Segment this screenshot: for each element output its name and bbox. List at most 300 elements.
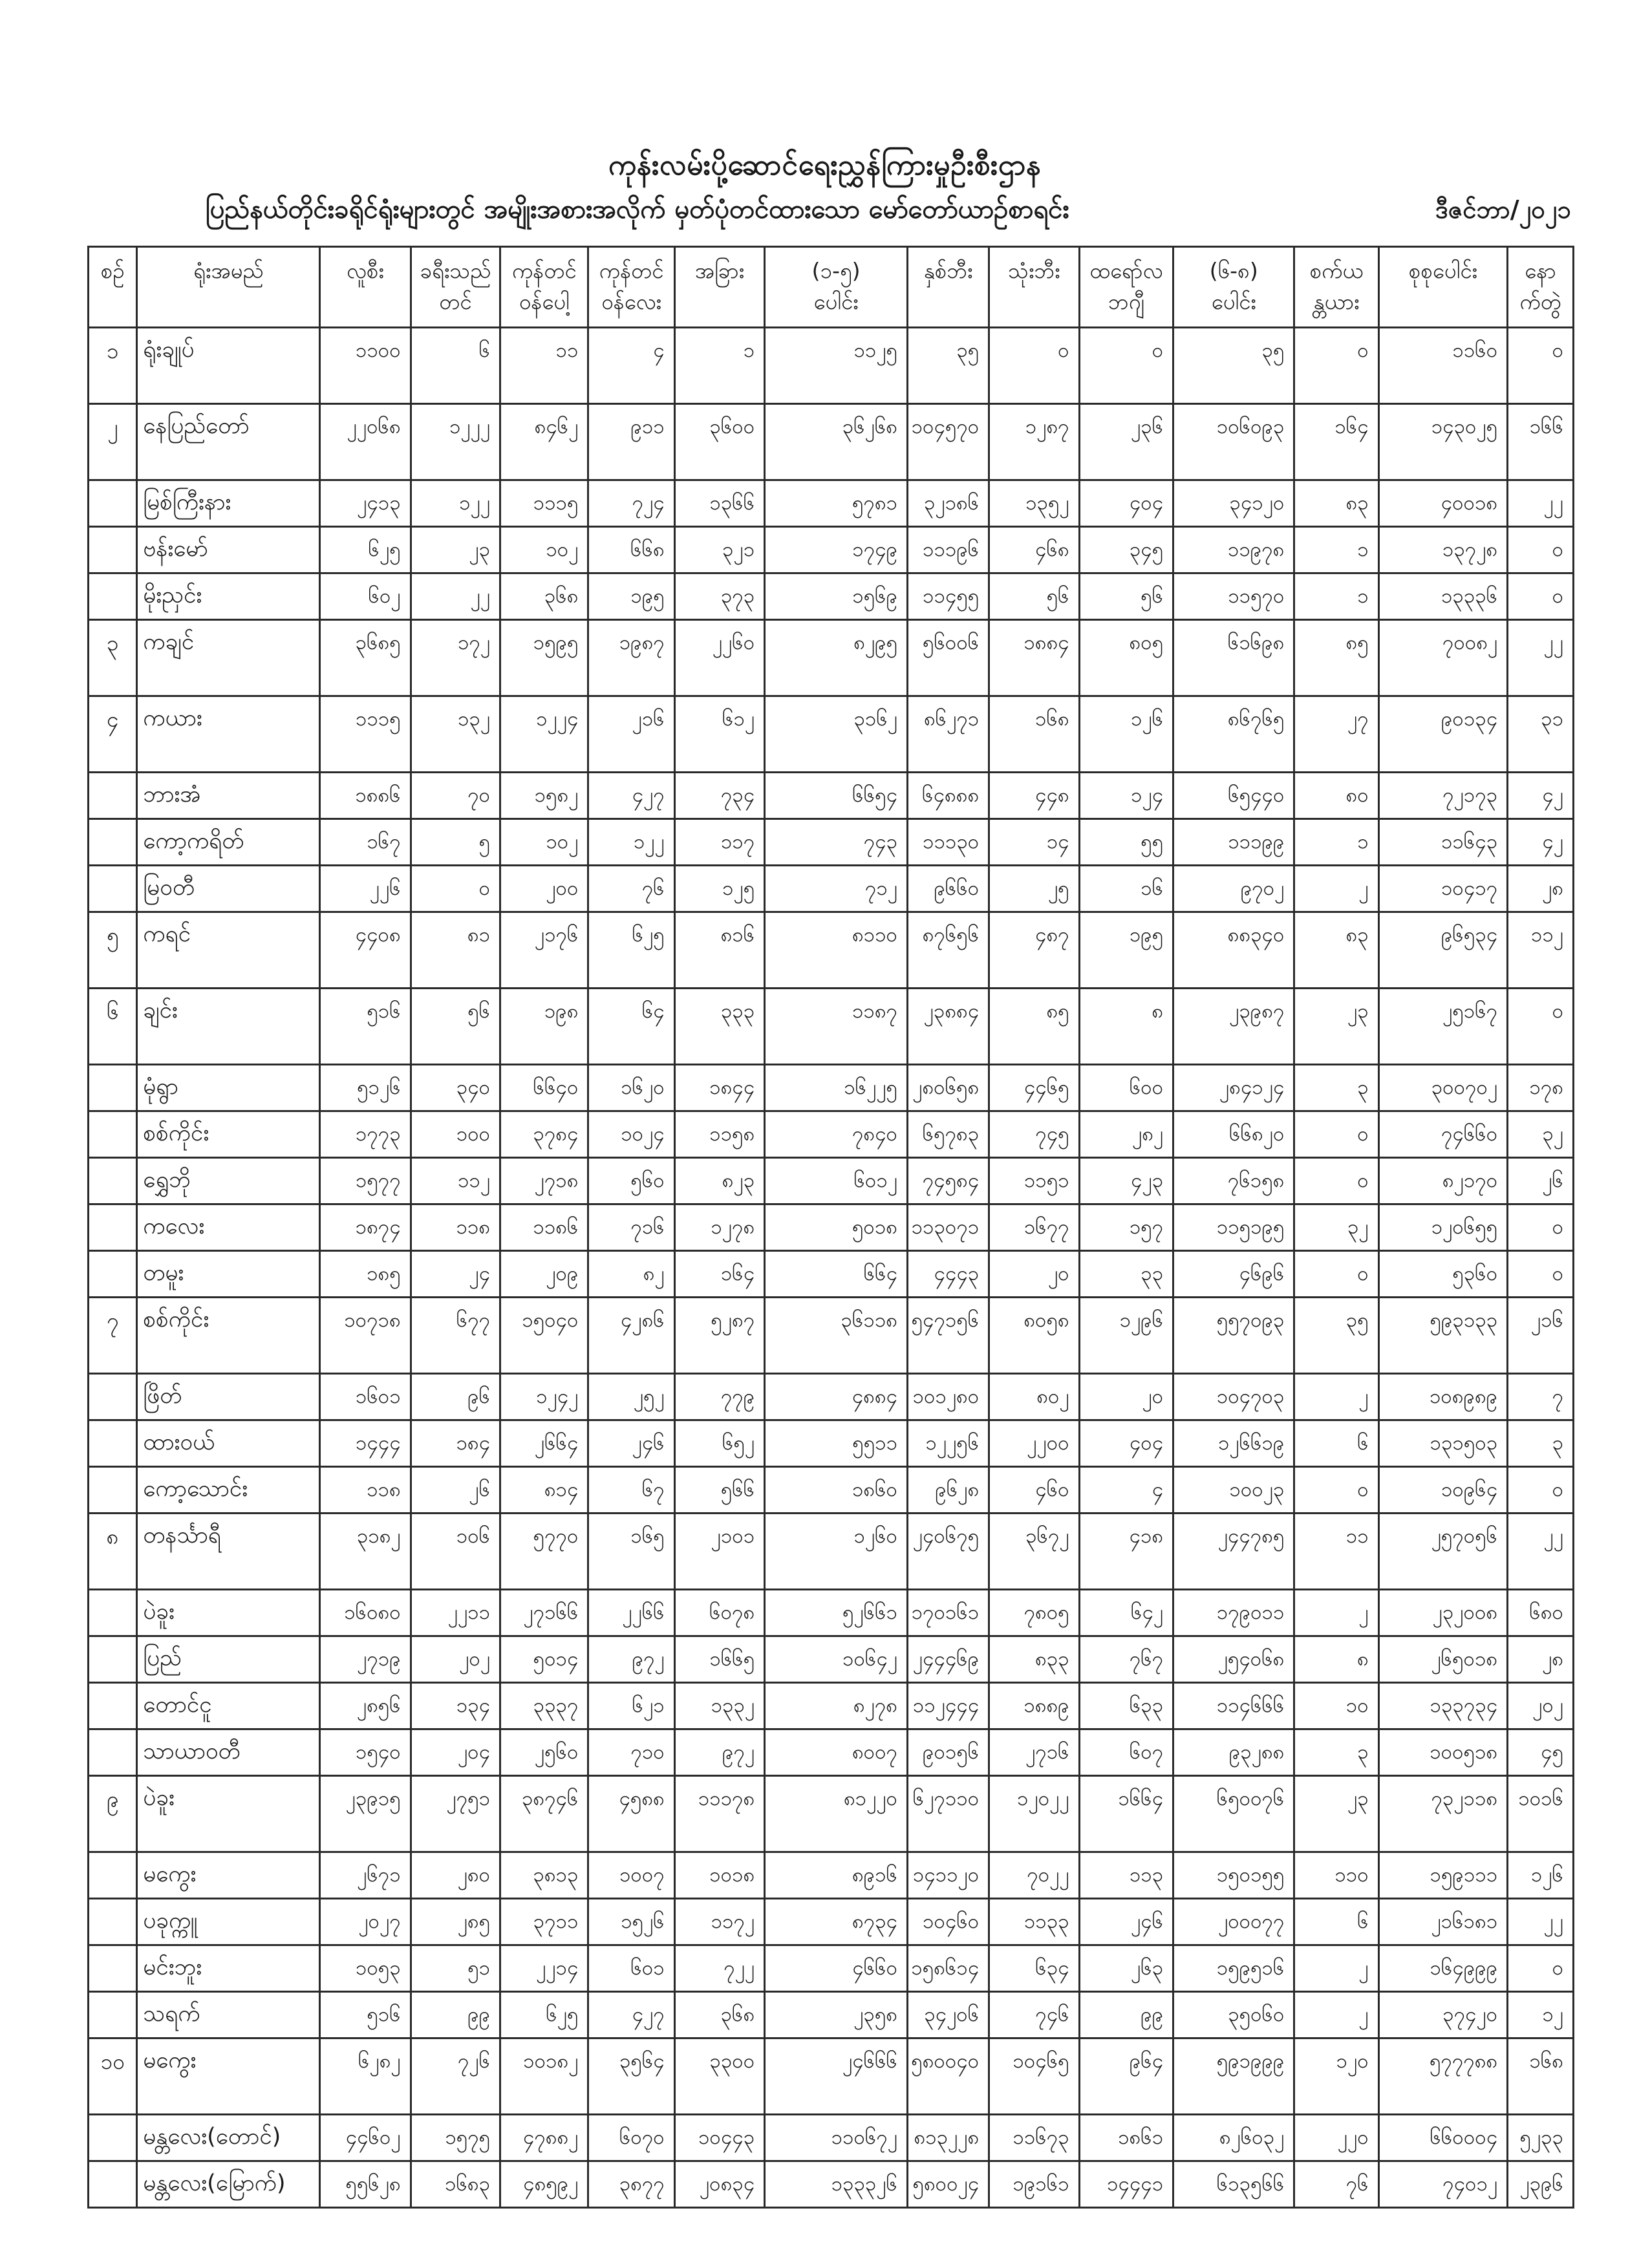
row-value-cell: ၁၅၄၀ <box>320 1729 411 1776</box>
row-value-cell: ၉၉ <box>1079 1992 1173 2038</box>
row-value-cell: ၂ <box>1294 1374 1378 1420</box>
row-value-cell: ၁၁၁၃၀ <box>908 819 989 866</box>
row-serial <box>89 573 137 620</box>
row-value-cell: ၇၇၉ <box>674 1374 764 1420</box>
row-value-cell: ၁၈၄ <box>411 1420 500 1467</box>
row-value-cell: ၃၈၁၃ <box>500 1852 588 1899</box>
row-value-cell: ၆၀၂ <box>320 573 411 620</box>
row-value-cell: ၈၁၃၂၂၈ <box>908 2115 989 2161</box>
col-header-passenger-car: လူစီး <box>320 247 411 328</box>
row-value-cell: ၁၁၈၇ <box>765 989 908 1065</box>
row-value-cell: ၅၆၆ <box>674 1467 764 1514</box>
row-value-cell: ၂၅၂ <box>588 1374 674 1420</box>
row-value-cell: ၉၇၀၂ <box>1173 866 1294 912</box>
row-value-cell: ၉၀၁၅၆ <box>908 1729 989 1776</box>
row-value-cell: ၂၆ <box>411 1467 500 1514</box>
vehicle-registration-table <box>87 246 1574 2209</box>
row-value-cell: ၁၁၁၅ <box>500 480 588 527</box>
row-value-cell: ၂၈၅ <box>411 1899 500 1945</box>
row-value-cell: ၂၈ <box>1508 1636 1574 1683</box>
row-value-cell: ၁၀၄၁၇ <box>1378 866 1507 912</box>
row-value-cell: ၁၆၇၇ <box>989 1204 1079 1251</box>
row-serial <box>89 1683 137 1729</box>
row-value-cell: ၁၁ <box>1294 1514 1378 1590</box>
row-value-cell: ၁၈၅ <box>320 1251 411 1298</box>
row-value-cell: ၁၀၆၄၂ <box>765 1636 908 1683</box>
row-value-cell: ၅ <box>411 819 500 866</box>
row-value-cell: ၀ <box>1508 1251 1574 1298</box>
row-value-cell: ၃၃ <box>1079 1251 1173 1298</box>
row-value-cell: ၁၃၃၃၆ <box>1378 573 1507 620</box>
row-value-cell: ၂၅၇၀၅၆ <box>1378 1514 1507 1590</box>
row-value-cell: ၈၀၀၇ <box>765 1729 908 1776</box>
table-row <box>89 1467 1574 1514</box>
row-value-cell: ၁၀၂ <box>500 527 588 573</box>
table-row <box>89 1636 1574 1683</box>
row-value-cell: ၃၁၈၂ <box>320 1514 411 1590</box>
row-value-cell: ၉၀၁၃၄ <box>1378 696 1507 773</box>
table-row <box>89 620 1574 696</box>
row-value-cell: ၁၄၄၄၁ <box>1079 2161 1173 2208</box>
row-value-cell: ၁၂၂၅၆ <box>908 1420 989 1467</box>
row-value-cell: ၉၆၆၀ <box>908 866 989 912</box>
row-value-cell: ၁၀၁၈ <box>674 1852 764 1899</box>
row-value-cell: ၀ <box>1508 1467 1574 1514</box>
row-serial <box>89 1467 137 1514</box>
row-value-cell: ၁၁၄၅၅ <box>908 573 989 620</box>
row-value-cell: ၈၀၅ <box>1079 620 1173 696</box>
col-header-subtotal-1-5: (၁-၅) ပေါင်း <box>765 247 908 328</box>
row-value-cell: ၁၂၄ <box>1079 773 1173 819</box>
row-value-cell: ၂၃၆ <box>1079 404 1173 480</box>
row-office-name: မင်းဘူး <box>137 1945 320 1992</box>
row-value-cell: ၃၆၀၀ <box>674 404 764 480</box>
row-value-cell: ၁၁၂၅ <box>765 328 908 404</box>
row-value-cell: ၁၉၈ <box>500 989 588 1065</box>
row-value-cell: ၇၈၄၀ <box>765 1111 908 1158</box>
row-office-name: မြဝတီ <box>137 866 320 912</box>
table-row <box>89 773 1574 819</box>
row-value-cell: ၁၂၆ <box>1079 696 1173 773</box>
row-value-cell: ၈ <box>1079 989 1173 1065</box>
row-value-cell: ၁၂၂၂ <box>411 404 500 480</box>
row-value-cell: ၁၈၈၆ <box>320 773 411 819</box>
row-value-cell: ၀ <box>1508 1204 1574 1251</box>
row-value-cell: ၂ <box>1294 1945 1378 1992</box>
row-value-cell: ၁၅၉၅၁၆ <box>1173 1945 1294 1992</box>
row-value-cell: ၁၄၁၁၂၀ <box>908 1852 989 1899</box>
row-value-cell: ၆၂၅ <box>320 527 411 573</box>
row-value-cell: ၆ <box>411 328 500 404</box>
row-value-cell: ၂၅၄၀၆၈ <box>1173 1636 1294 1683</box>
row-value-cell: ၄၀၀၁၈ <box>1378 480 1507 527</box>
row-value-cell: ၁၀၄၄၃ <box>674 2115 764 2161</box>
table-row <box>89 328 1574 404</box>
row-value-cell: ၁၀၈၉၈၉ <box>1378 1374 1507 1420</box>
col-header-serial: စဉ် <box>89 247 137 328</box>
row-value-cell: ၂၄ <box>411 1251 500 1298</box>
row-value-cell: ၉၆၄ <box>1079 2038 1173 2115</box>
row-value-cell: ၀ <box>989 328 1079 404</box>
row-value-cell: ၈၂၇၈ <box>765 1683 908 1729</box>
table-row <box>89 1374 1574 1420</box>
row-office-name: မြစ်ကြီးနား <box>137 480 320 527</box>
row-value-cell: ၃၂ <box>1294 1204 1378 1251</box>
row-value-cell: ၂၀၈၃၄ <box>674 2161 764 2208</box>
row-office-name: ထားဝယ် <box>137 1420 320 1467</box>
row-value-cell: ၂၄၄၄၆၉ <box>908 1636 989 1683</box>
row-value-cell: ၆၀၁ <box>588 1945 674 1992</box>
row-value-cell: ၁၆၄ <box>1294 404 1378 480</box>
row-value-cell: ၁၀၀၇ <box>588 1852 674 1899</box>
row-value-cell: ၁၀၄၆၀ <box>908 1899 989 1945</box>
row-value-cell: ၂၄၆ <box>588 1420 674 1467</box>
row-value-cell: ၁၆၈ <box>1508 2038 1574 2115</box>
row-serial: ၃ <box>89 620 137 696</box>
row-value-cell: ၇၆ <box>1294 2161 1378 2208</box>
row-value-cell: ၅၆ <box>1079 573 1173 620</box>
row-value-cell: ၃၆၈ <box>500 573 588 620</box>
row-value-cell: ၆၀၇ <box>1079 1729 1173 1776</box>
row-value-cell: ၁၁၁၇၈ <box>674 1776 764 1852</box>
row-value-cell: ၆၃၃ <box>1079 1683 1173 1729</box>
row-office-name: ပဲခူး <box>137 1590 320 1636</box>
row-serial <box>89 1111 137 1158</box>
row-serial: ၇ <box>89 1298 137 1374</box>
row-value-cell: ၁၁၀၀ <box>320 328 411 404</box>
row-value-cell: ၁၁၅၁၉၅ <box>1173 1204 1294 1251</box>
row-serial: ၁ <box>89 328 137 404</box>
row-value-cell: ၁၂၂ <box>588 819 674 866</box>
col-header-three-wheel: သုံးဘီး <box>989 247 1079 328</box>
row-value-cell: ၁၄၄၄ <box>320 1420 411 1467</box>
row-value-cell: ၁၆၆၄ <box>1079 1776 1173 1852</box>
row-value-cell: ၁ <box>1294 527 1378 573</box>
row-value-cell: ၂၇၁၉ <box>320 1636 411 1683</box>
row-value-cell: ၆၆၀၀၀၄ <box>1378 2115 1507 2161</box>
row-office-name: ကော့ကရိတ် <box>137 819 320 866</box>
row-value-cell: ၆၇ <box>588 1467 674 1514</box>
row-value-cell: ၁၁၅၈ <box>674 1111 764 1158</box>
row-value-cell: ၉၇၂ <box>588 1636 674 1683</box>
row-office-name: ဖြိတ် <box>137 1374 320 1420</box>
row-value-cell: ၈၂ <box>588 1251 674 1298</box>
row-office-name: မုံရွာ <box>137 1065 320 1111</box>
row-value-cell: ၈၁၁၀ <box>765 912 908 989</box>
row-value-cell: ၂၁၆ <box>1508 1298 1574 1374</box>
row-value-cell: ၇၄၀၁၂ <box>1378 2161 1507 2208</box>
row-value-cell: ၇ <box>1508 1374 1574 1420</box>
row-serial: ၂ <box>89 404 137 480</box>
table-row <box>89 1514 1574 1590</box>
table-row <box>89 527 1574 573</box>
row-value-cell: ၂၀၉ <box>500 1251 588 1298</box>
row-value-cell: ၄၈၇ <box>989 912 1079 989</box>
row-value-cell: ၁၈၆၁ <box>1079 2115 1173 2161</box>
row-value-cell: ၆ <box>1294 1420 1378 1467</box>
row-value-cell: ၈၂၉၅ <box>765 620 908 696</box>
col-header-two-wheel: နှစ်ဘီး <box>908 247 989 328</box>
row-value-cell: ၃၆၈၅ <box>320 620 411 696</box>
row-value-cell: ၆၁၆၉၈ <box>1173 620 1294 696</box>
row-serial <box>89 1852 137 1899</box>
row-value-cell: ၁၅၈၆၁၄ <box>908 1945 989 1992</box>
row-office-name: တနင်္သာရီ <box>137 1514 320 1590</box>
row-value-cell: ၃၈၇၇ <box>588 2161 674 2208</box>
row-value-cell: ၁၁၅၇၀ <box>1173 573 1294 620</box>
row-value-cell: ၁၂၂ <box>411 480 500 527</box>
row-value-cell: ၁၁၀ <box>1294 1852 1378 1899</box>
row-value-cell: ၃၄၂၀၆ <box>908 1992 989 2038</box>
row-value-cell: ၇၂၄ <box>588 480 674 527</box>
row-value-cell: ၀ <box>1079 328 1173 404</box>
row-value-cell: ၅၀၁၈ <box>765 1204 908 1251</box>
row-value-cell: ၈၁ <box>411 912 500 989</box>
row-value-cell: ၁၂၇၈ <box>674 1204 764 1251</box>
row-value-cell: ၂၀၂၇ <box>320 1899 411 1945</box>
row-value-cell: ၂၁၀၁ <box>674 1514 764 1590</box>
row-value-cell: ၁၄ <box>989 819 1079 866</box>
row-value-cell: ၁၃၄ <box>411 1683 500 1729</box>
row-value-cell: ၇၁၂ <box>765 866 908 912</box>
row-value-cell: ၂၃၈၈၄ <box>908 989 989 1065</box>
row-value-cell: ၇၆၁၅၈ <box>1173 1158 1294 1204</box>
row-value-cell: ၂၄၆ <box>1079 1899 1173 1945</box>
col-header-other: အခြား <box>674 247 764 328</box>
row-value-cell: ၁၁၅၁ <box>989 1158 1079 1204</box>
row-value-cell: ၁၀၁၂၈၀ <box>908 1374 989 1420</box>
row-value-cell: ၈၁၆ <box>674 912 764 989</box>
row-value-cell: ၁၂၈၇ <box>989 404 1079 480</box>
row-value-cell: ၀ <box>1294 328 1378 404</box>
row-value-cell: ၂၃ <box>1294 1776 1378 1852</box>
row-value-cell: ၅၂၈၇ <box>674 1298 764 1374</box>
row-value-cell: ၁၅၆၉ <box>765 573 908 620</box>
row-value-cell: ၈၅ <box>989 989 1079 1065</box>
row-value-cell: ၀ <box>1294 1111 1378 1158</box>
table-row <box>89 989 1574 1065</box>
row-serial: ၁၀ <box>89 2038 137 2115</box>
row-value-cell: ၁၂၅ <box>674 866 764 912</box>
row-value-cell: ၆၆၈ <box>588 527 674 573</box>
row-value-cell: ၈၇၃၄ <box>765 1899 908 1945</box>
row-value-cell: ၂၂၆ <box>320 866 411 912</box>
table-row <box>89 866 1574 912</box>
row-value-cell: ၃၇၄၂၀ <box>1378 1992 1507 2038</box>
row-value-cell: ၁၆၈၃ <box>411 2161 500 2208</box>
row-value-cell: ၇၄၆၆၀ <box>1378 1111 1507 1158</box>
row-value-cell: ၃၄၀ <box>411 1065 500 1111</box>
row-value-cell: ၂ <box>1294 866 1378 912</box>
row-value-cell: ၂၆၇၁ <box>320 1852 411 1899</box>
row-value-cell: ၂၂၀ <box>1294 2115 1378 2161</box>
row-serial <box>89 1420 137 1467</box>
row-value-cell: ၂၆၃ <box>1079 1945 1173 1992</box>
row-value-cell: ၈၃ <box>1294 480 1378 527</box>
row-value-cell: ၁၁၉၇၈ <box>1173 527 1294 573</box>
row-office-name: စစ်ကိုင်း <box>137 1298 320 1374</box>
row-value-cell: ၁၅၇၇ <box>320 1158 411 1204</box>
row-office-name: ရုံးချုပ် <box>137 328 320 404</box>
row-office-name: ရွှေဘို <box>137 1158 320 1204</box>
row-value-cell: ၃ <box>1294 1729 1378 1776</box>
row-value-cell: ၁၁၁၅ <box>320 696 411 773</box>
row-value-cell: ၄ <box>588 328 674 404</box>
row-value-cell: ၃၆၁၁၈ <box>765 1298 908 1374</box>
row-value-cell: ၂၃၉၆ <box>1508 2161 1574 2208</box>
row-value-cell: ၁၀၆ <box>411 1514 500 1590</box>
row-value-cell: ၄၆၆၀ <box>765 1945 908 1992</box>
row-value-cell: ၁၆၇ <box>320 819 411 866</box>
row-office-name: ကယား <box>137 696 320 773</box>
row-value-cell: ၄၄၄၃ <box>908 1251 989 1298</box>
table-row <box>89 573 1574 620</box>
table-row <box>89 1590 1574 1636</box>
row-value-cell: ၅၉၁၉၉၉ <box>1173 2038 1294 2115</box>
row-value-cell: ၆၆၄ <box>765 1251 908 1298</box>
row-value-cell: ၄၂၃ <box>1079 1158 1173 1204</box>
row-value-cell: ၄၂၇ <box>588 1992 674 2038</box>
row-value-cell: ၁၉၅ <box>1079 912 1173 989</box>
row-value-cell: ၉၃၂၈၈ <box>1173 1729 1294 1776</box>
row-value-cell: ၃၄၅ <box>1079 527 1173 573</box>
row-value-cell: ၅၁ <box>411 1945 500 1992</box>
row-value-cell: ၃၂၁ <box>674 527 764 573</box>
row-value-cell: ၁၂၆ <box>1508 1852 1574 1899</box>
row-value-cell: ၇၁၀ <box>588 1729 674 1776</box>
row-value-cell: ၁၁၃ <box>1079 1852 1173 1899</box>
row-office-name: ကရင် <box>137 912 320 989</box>
row-value-cell: ၀ <box>1508 573 1574 620</box>
row-value-cell: ၂၄၄၇၈၅ <box>1173 1514 1294 1590</box>
row-value-cell: ၂ <box>1294 1590 1378 1636</box>
row-value-cell: ၂၁၆၁၈၁ <box>1378 1899 1507 1945</box>
row-value-cell: ၇၃၄ <box>674 773 764 819</box>
row-value-cell: ၁၇၀၁၆၁ <box>908 1590 989 1636</box>
row-value-cell: ၈၂၁၇၀ <box>1378 1158 1507 1204</box>
row-value-cell: ၃၂ <box>1508 1111 1574 1158</box>
table-row <box>89 1683 1574 1729</box>
row-value-cell: ၉၆၅၃၄ <box>1378 912 1507 989</box>
row-value-cell: ၆၁၃၅၆၆ <box>1173 2161 1294 2208</box>
row-value-cell: ၄ <box>1079 1467 1173 1514</box>
row-value-cell: ၂၈၂ <box>1079 1111 1173 1158</box>
row-value-cell: ၄၂၇ <box>588 773 674 819</box>
row-value-cell: ၆၃၄ <box>989 1945 1079 1992</box>
row-value-cell: ၆၀၇၈ <box>674 1590 764 1636</box>
row-value-cell: ၁၆၈ <box>989 696 1079 773</box>
row-value-cell: ၁၃၂ <box>411 696 500 773</box>
row-serial <box>89 1899 137 1945</box>
row-value-cell: ၁၅၀၁၅၅ <box>1173 1852 1294 1899</box>
row-value-cell: ၅၄၇၁၅၆ <box>908 1298 989 1374</box>
row-value-cell: ၁၄၃၀၂၅ <box>1378 404 1507 480</box>
table-header-row <box>89 247 1574 328</box>
row-office-name: ကလေး <box>137 1204 320 1251</box>
row-value-cell: ၈၀၂ <box>989 1374 1079 1420</box>
row-value-cell: ၃၃၃၇ <box>500 1683 588 1729</box>
table-row <box>89 1065 1574 1111</box>
row-value-cell: ၆၄၈၈၈ <box>908 773 989 819</box>
row-value-cell: ၁၇၂ <box>411 620 500 696</box>
row-value-cell: ၃၅၆၄ <box>588 2038 674 2115</box>
row-value-cell: ၁၀၀ <box>411 1111 500 1158</box>
page-subtitle: ပြည်နယ်တိုင်းခရိုင်ရုံးများတွင် အမျိုးအစားအလိုက် မှတ်ပုံတင်ထားသော မော်တော်ယာဉ်စာရင်း <box>206 195 1069 224</box>
row-value-cell: ၅၇၇၇၈၈ <box>1378 2038 1507 2115</box>
row-value-cell: ၀ <box>1508 527 1574 573</box>
row-value-cell: ၅၅၆၂၈ <box>320 2161 411 2208</box>
row-serial <box>89 1158 137 1204</box>
row-value-cell: ၁၁၃၀၇၁ <box>908 1204 989 1251</box>
row-office-name: မိုးညှင်း <box>137 573 320 620</box>
row-value-cell: ၅၇၇၀ <box>500 1514 588 1590</box>
row-value-cell: ၁၅၂၆ <box>588 1899 674 1945</box>
row-value-cell: ၁၅၈၂ <box>500 773 588 819</box>
row-value-cell: ၁၆၀၁ <box>320 1374 411 1420</box>
row-office-name: ဗန်းမော် <box>137 527 320 573</box>
row-serial: ၄ <box>89 696 137 773</box>
row-value-cell: ၈၂၃ <box>674 1158 764 1204</box>
table-row <box>89 1776 1574 1852</box>
row-value-cell: ၁၆၂၀ <box>588 1065 674 1111</box>
col-header-light-truck: ကုန်တင် ဝန်ပေါ့ <box>500 247 588 328</box>
row-value-cell: ၅၆ <box>411 989 500 1065</box>
table-row <box>89 1945 1574 1992</box>
row-value-cell: ၆၆၅၄ <box>765 773 908 819</box>
row-value-cell: ၁၆၅ <box>588 1514 674 1590</box>
row-value-cell: ၅၅၁၁ <box>765 1420 908 1467</box>
row-value-cell: ၈၆၇၆၅ <box>1173 696 1294 773</box>
row-office-name: ဘားအံ <box>137 773 320 819</box>
row-value-cell: ၉၇၂ <box>674 1729 764 1776</box>
row-value-cell: ၁၀၀၂၃ <box>1173 1467 1294 1514</box>
row-value-cell: ၁၁၈၆ <box>500 1204 588 1251</box>
row-value-cell: ၇၂၆ <box>411 2038 500 2115</box>
table-row <box>89 1992 1574 2038</box>
row-value-cell: ၂၀၀ <box>500 866 588 912</box>
row-value-cell: ၁၀၄၇၀၃ <box>1173 1374 1294 1420</box>
row-value-cell: ၆၈၀ <box>1508 1590 1574 1636</box>
row-office-name: ပခုက္ကူ <box>137 1899 320 1945</box>
row-value-cell: ၆၀၀ <box>1079 1065 1173 1111</box>
row-value-cell: ၁၅၇ <box>1079 1204 1173 1251</box>
row-value-cell: ၁၁၁၉၉ <box>1173 819 1294 866</box>
col-header-bus: ခရီးသည် တင် <box>411 247 500 328</box>
row-value-cell: ၈၅ <box>1294 620 1378 696</box>
row-value-cell: ၆၆၈၂၀ <box>1173 1111 1294 1158</box>
row-office-name: တောင်ငူ <box>137 1683 320 1729</box>
row-value-cell: ၆ <box>1294 1899 1378 1945</box>
row-value-cell: ၂၀၄ <box>411 1729 500 1776</box>
row-value-cell: ၀ <box>1294 1158 1378 1204</box>
row-value-cell: ၄၇၈၈၂ <box>500 2115 588 2161</box>
row-value-cell: ၁ <box>1294 573 1378 620</box>
col-header-machinery: စက်ယ န္တယား <box>1294 247 1378 328</box>
row-value-cell: ၂၂၁၁ <box>411 1590 500 1636</box>
row-value-cell: ၂၅ <box>989 866 1079 912</box>
row-serial <box>89 2115 137 2161</box>
col-header-trailer: နော က်တွဲ <box>1508 247 1574 328</box>
row-value-cell: ၁၃၃၂ <box>674 1683 764 1729</box>
row-value-cell: ၁၁၈ <box>320 1467 411 1514</box>
row-value-cell: ၀ <box>1508 989 1574 1065</box>
row-value-cell: ၄၂ <box>1508 819 1574 866</box>
row-office-name: ချင်း <box>137 989 320 1065</box>
row-office-name: စစ်ကိုင်း <box>137 1111 320 1158</box>
row-value-cell: ၁၆၆ <box>1508 404 1574 480</box>
row-value-cell: ၅၅ <box>1079 819 1173 866</box>
row-value-cell: ၂၀၂ <box>1508 1683 1574 1729</box>
